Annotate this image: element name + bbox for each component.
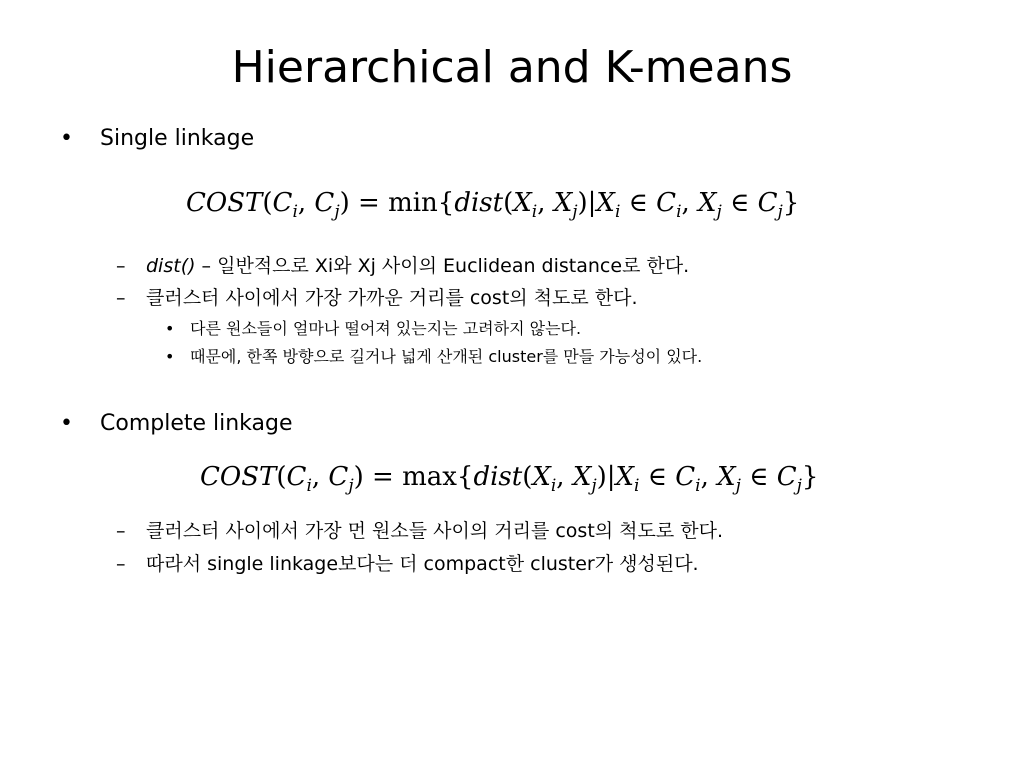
complete-item-1 xyxy=(116,518,723,544)
formula-point-a: X xyxy=(596,188,615,218)
formula-cluster-b: C xyxy=(757,188,778,218)
bullet-single-linkage xyxy=(60,124,254,154)
formula-sub-j: j xyxy=(572,202,578,222)
formula-sub-j: j xyxy=(348,476,354,496)
formula-dist: dist xyxy=(454,188,504,218)
formula-point-b: X xyxy=(698,188,717,218)
formula-sub-j: j xyxy=(334,202,340,222)
complete-linkage-formula: $COST(C_i$, $C_j$) = $\max\{dist(X_i$, $X_j)|X_i$ ∈ $C_i$, $X_j$ ∈ $C_j$} xyxy=(200,462,819,496)
single-item-1 xyxy=(116,253,689,279)
formula-cost-name: COST xyxy=(186,188,263,218)
bullet-complete-linkage xyxy=(60,409,293,439)
formula-sub-j: j xyxy=(796,476,802,496)
formula-sub-i: i xyxy=(292,202,298,222)
single-subitem-2-text: 때문에, 한쪽 방향으로 길거나 넓게 산개된 cluster를 만들 가능성이 있다. xyxy=(190,347,703,366)
formula-point-a: X xyxy=(615,462,635,492)
complete-item-2-text: 따라서 single linkage보다는 더 compact한 cluster가 생성된다. xyxy=(146,553,699,575)
formula-sub-i: i xyxy=(634,476,640,496)
formula-point-b: X xyxy=(572,462,592,492)
bullet-dot: • xyxy=(165,347,175,366)
formula-cluster-a: C xyxy=(286,462,307,492)
formula-sub-i: i xyxy=(531,202,538,222)
single-item-2 xyxy=(116,285,638,311)
complete-linkage-heading: Complete linkage xyxy=(100,411,293,436)
formula-sub-j: j xyxy=(735,476,741,496)
single-subitem-1 xyxy=(165,318,581,340)
formula-sub-j: j xyxy=(777,202,783,222)
single-item-1-text: – 일반적으로 Xi와 Xj 사이의 Euclidean distance로 한다. xyxy=(195,255,690,277)
slide-title: Hierarchical and K-means xyxy=(231,42,793,93)
formula-cluster-a: C xyxy=(656,188,677,218)
formula-operator-min: min xyxy=(388,188,438,218)
formula-point-b: X xyxy=(717,462,736,492)
formula-cluster-a: C xyxy=(675,462,696,492)
formula-point-a: X xyxy=(513,188,532,218)
single-subitem-1-text: 다른 원소들이 얼마나 떨어져 있는지는 고려하지 않는다. xyxy=(190,319,582,338)
dash-marker: – xyxy=(116,553,126,575)
bullet-dot: • xyxy=(165,319,175,338)
dist-term: dist() xyxy=(146,255,196,277)
formula-cluster-b: C xyxy=(328,462,349,492)
formula-operator-max: max xyxy=(402,462,457,492)
formula-sub-i: i xyxy=(306,476,312,496)
formula-sub-i: i xyxy=(695,476,701,496)
formula-sub-j: j xyxy=(716,202,722,222)
formula-sub-i: i xyxy=(676,202,682,222)
formula-cluster-b: C xyxy=(776,462,797,492)
complete-item-2 xyxy=(116,551,699,577)
bullet-dot: • xyxy=(60,126,73,151)
formula-dist: dist xyxy=(473,462,523,492)
formula-sub-i: i xyxy=(550,476,557,496)
bullet-dot: • xyxy=(60,411,73,436)
single-linkage-formula: $COST(C_i$, $C_j$) = $\min\{dist(X_i$, $X_j)|X_i$ ∈ $C_i$, $X_j$ ∈ $C_j$} xyxy=(186,188,800,222)
single-item-2-text: 클러스터 사이에서 가장 가까운 거리를 cost의 척도로 한다. xyxy=(146,287,638,309)
formula-sub-i: i xyxy=(614,202,621,222)
formula-point-a: X xyxy=(532,462,551,492)
formula-cost-name: COST xyxy=(200,462,277,492)
single-linkage-heading: Single linkage xyxy=(100,126,255,151)
dash-marker: – xyxy=(116,255,126,277)
formula-point-b: X xyxy=(553,188,573,218)
single-subitem-2 xyxy=(165,346,702,368)
formula-sub-j: j xyxy=(591,476,597,496)
formula-cluster-a: C xyxy=(272,188,293,218)
dash-marker: – xyxy=(116,287,126,309)
dash-marker: – xyxy=(116,520,126,542)
complete-item-1-text: 클러스터 사이에서 가장 먼 원소들 사이의 거리를 cost의 척도로 한다. xyxy=(146,520,724,542)
formula-cluster-b: C xyxy=(314,188,335,218)
